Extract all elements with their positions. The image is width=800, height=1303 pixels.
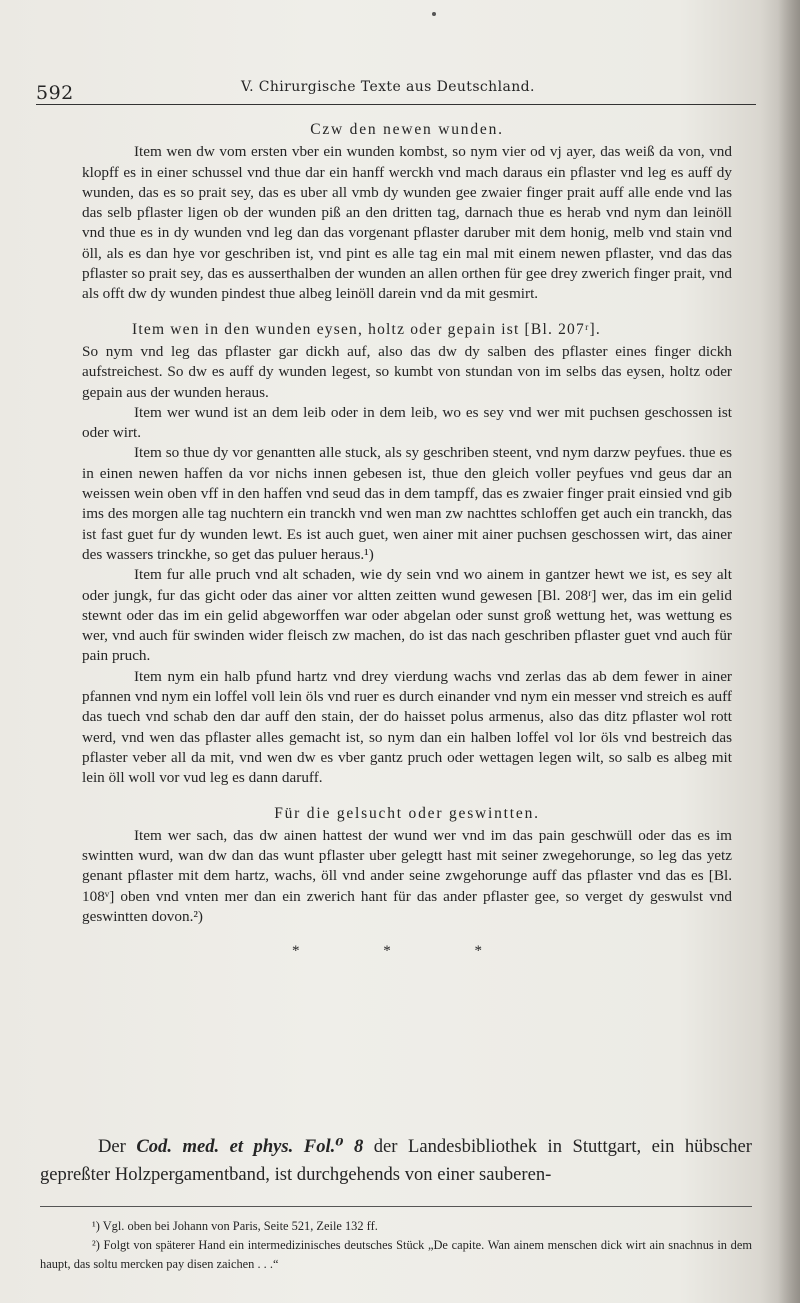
scan-speck bbox=[432, 12, 436, 16]
running-head: V. Chirurgische Texte aus Deutschland. bbox=[241, 79, 535, 95]
codex-text-after: der Landesbibliothek in Stuttgart, ein hübscher gepreßter Holzpergamentband, ist durchgehends von einer sauberen- bbox=[40, 1136, 752, 1185]
footnotes bbox=[40, 1206, 752, 1274]
page-number: 592 bbox=[36, 82, 74, 104]
paragraph: Item wer sach, das dw ainen hattest der wund wer vnd im das pain geschwüll oder das es im swintten wurd, wan dw dan das wunt pflaster uber gelegtt hast mit seiner zwegehorunge, so leg das yetz genant pflaster mit dem hartz, wachs, öll vnd ander seine zwgehorunge auff das pflaster vnd das es [Bl. 108ᵛ] oben vnd vnten mer dan ein zwerich hant für das ander pflaster gee, so verget dy geswulst vnd geswintten dovon.²) bbox=[82, 826, 732, 925]
codex-shelfmark: Cod. med. et phys. Fol.⁰ 8 bbox=[136, 1136, 364, 1157]
paragraph: Item fur alle pruch vnd alt schaden, wie dy sein vnd wo ainem in gantzer hewt we ist, es sey alt oder jungk, fur das gicht oder das ainer vor altten zeitten wund gewesen [Bl. 208ʳ] wer, das im ein gelid stewnt oder das im ein gelid abgeworffen war oder abgelan oder sunst groß wettung het, was wettung es wer, vnd auch für swinden wider fleisch zw machen, do ist das nach geschriben pflaster guet vnd auch für pain pruch. bbox=[82, 566, 732, 665]
footnote-2: ²) Folgt von späterer Hand ein intermedizinisches deutsches Stück „De capite. Wan ainem menschen dick wirt ain snachnus in dem haupt, das soltu mercken pay disen zaichen . . .“ bbox=[40, 1238, 752, 1271]
paragraph: Item wen dw vom ersten vber ein wunden kombst, so nym vier od vj ayer, das weiß da von, vnd klopff es in einer schussel vnd thue dar ein hanff werckh vnd mach daraus ein pflaster vnd leg es auff dy wunden, das es so prait sey, das es uber all vmb dy wunden gee zwaier finger prait auff alle ende vnd las das selb pflaster ligen ob der wunden piß an den dritten tag, darnach thue es herab vnd nym dan leinöll vnd thue es in dy wunden vnd leg dan das vorgenant pflaster daruber mit dem honig, melb vnd stain vnd öll, als es dan hye vor geschriben ist, vnd pint es alle tag ein mal mit einem newen pflaster, vnd das das pflaster so prait sey, das es ausserthalben der wunden an allen orthen für gee drey zwerich finger prait, vnd als offt dw dy wunden pindest thue albeg leinöll darein vnd da mit gesmirt. bbox=[82, 143, 732, 303]
section-heading-new-wounds: Czw den newen wunden. bbox=[310, 121, 504, 138]
paragraph: Item so thue dy vor genantten alle stuck, als sy geschriben steent, vnd nym darzw peyfues. thue es in einen newen haffen da vor nichs innen gebesen ist, thue den gleich voller peyfues vnd geus dar an weissen wein oben vff in den haffen vnd seud das in dem tampff, das es zwaier finger prait einsied vnd gib ims des morgen alle tag nuchtern ein tranckh vnd wen man zw nachttes schloffen get auch ein tranckh, das ist fast guet fur dy wunden lewt. Es ist auch guet, wen ainer mit ainer puchsen geschossen wirt, das ainer des wassers trinckhe, so get das puluer heraus.¹) bbox=[82, 444, 732, 563]
page-header bbox=[36, 78, 756, 105]
main-text bbox=[82, 120, 732, 962]
section-heading-iron-in-wounds: Item wen in den wunden eysen, holtz oder gepain ist [Bl. 207ʳ]. bbox=[132, 320, 601, 338]
paragraph: Item nym ein halb pfund hartz vnd drey vierdung wachs vnd zerlas das ab dem fewer in ainer pfannen vnd nym ein loffel voll lein öls vnd ruer es durch einander vnd nym ein messer vnd streich es auff das tuech vnd schab den dar auff den stain, der do haisset polus armenus, also das ditz pflaster wol rott werd, vnd wen das pflaster alles gemacht ist, so nym dan ein halben loffel vol lor öls vnd bestreich das pflaster veber all da mit, vnd wen dw es vber gantz pruch oder wettagen legen wilt, so salb es albeg mit lein öll woll vor vud leg es dann daruff. bbox=[82, 667, 732, 787]
page-edge-shadow bbox=[778, 0, 800, 1303]
codex-description bbox=[40, 1133, 752, 1189]
section-separator: * * * bbox=[292, 943, 522, 960]
codex-text-before: Der bbox=[98, 1136, 137, 1157]
section-heading-jaundice: Für die gelsucht oder geswintten. bbox=[274, 804, 540, 822]
paragraph: Item wer wund ist an dem leib oder in dem leib, wo es sey vnd wer mit puchsen geschossen ist oder wirt. bbox=[82, 403, 732, 442]
paragraph: So nym vnd leg das pflaster gar dickh auf, also das dw dy salben des pflaster eines finger dickh aufstreichest. So dw es auff dy wunden legest, so kumbt von stundan von im selbs das eysen, holtz oder gepain aus der wunden heraus. bbox=[82, 342, 732, 401]
footnote-1: ¹) Vgl. oben bei Johann von Paris, Seite 521, Zeile 132 ff. bbox=[92, 1219, 378, 1233]
